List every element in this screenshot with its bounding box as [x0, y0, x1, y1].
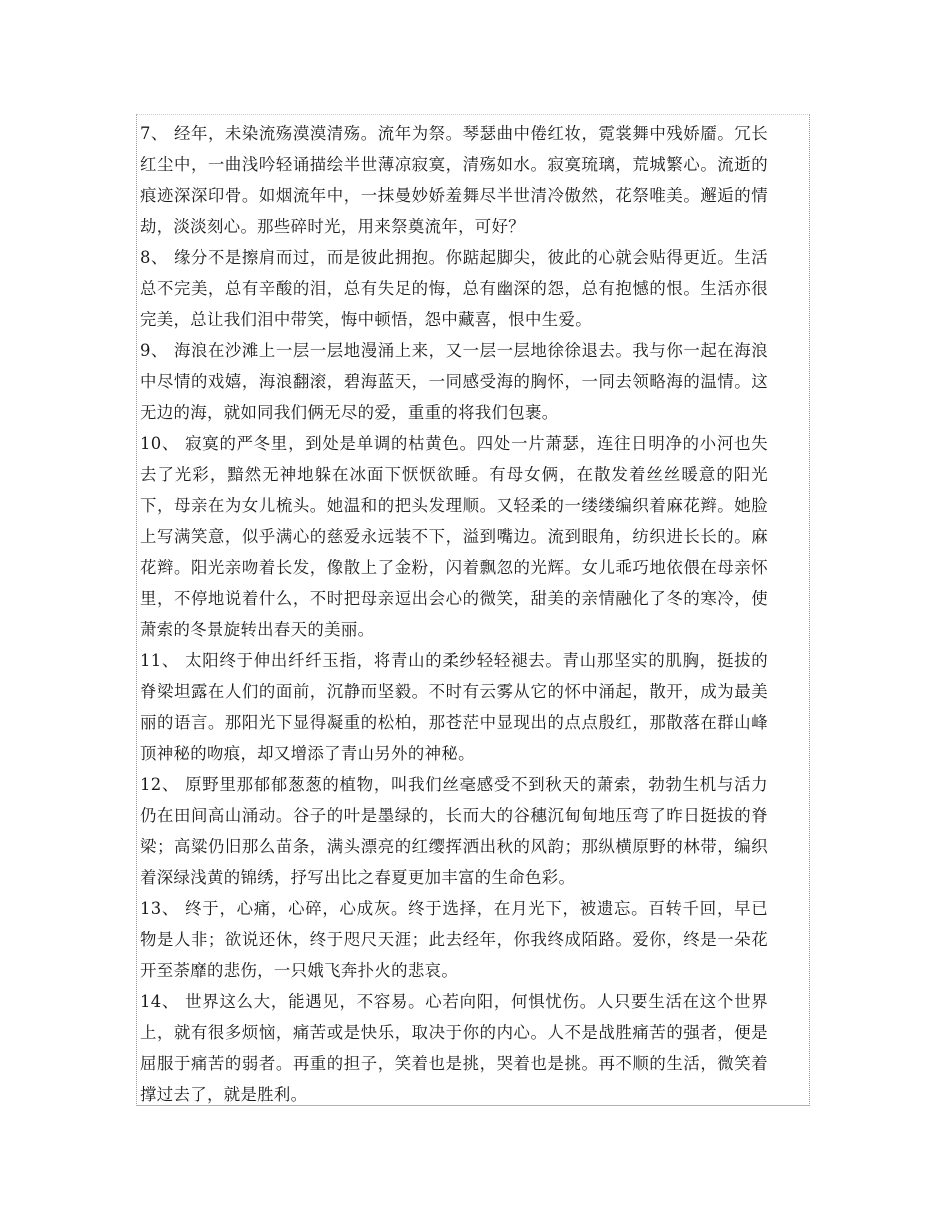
- paragraph-text: 缘分不是擦肩而过，而是彼此拥抱。你踮起脚尖，彼此的心就会贴得更近。生活总不完美，总有辛酸的泪，总有失足的悔，总有幽深的怨，总有抱憾的恨。生活亦很完美，总让我们泪中带笑，悔中顿悟，怨中藏喜，恨中生爱。: [140, 248, 768, 329]
- paragraph-text: 海浪在沙滩上一层一层地漫涌上来，又一层一层地徐徐退去。我与你一起在海浪中尽情的戏嬉，海浪翻滚，碧海蓝天，一同感受海的胸怀，一同去领略海的温情。这无边的海，就如同我们俩无尽的爱，重重的将我们包裹。: [140, 341, 768, 422]
- paragraph-number: 14、: [140, 992, 180, 1011]
- paragraph-11: [140, 645, 768, 769]
- paragraph-number: 8、: [140, 248, 168, 267]
- paragraph-9: [140, 335, 768, 428]
- paragraph-10: [140, 428, 768, 645]
- paragraph-text: 经年，未染流殇漠漠清殇。流年为祭。琴瑟曲中倦红妆，霓裳舞中残娇靥。冗长红尘中，一曲浅吟轻诵描绘半世薄凉寂寞，清殇如水。寂寞琉璃，荒城繁心。流逝的痕迹深深印骨。如烟流年中，一抹曼妙娇羞舞尽半世清冷傲然，花祭唯美。邂逅的情劫，淡淡刻心。那些碎时光，用来祭奠流年，可好？: [140, 124, 768, 236]
- paragraph-text: 原野里那郁郁葱葱的植物，叫我们丝毫感受不到秋天的萧索，勃勃生机与活力仍在田间高山涌动。谷子的叶是墨绿的，长而大的谷穗沉甸甸地压弯了昨日挺拔的脊梁；高粱仍旧那么苗条，满头漂亮的红缨挥洒出秋的风韵；那纵横原野的林带，编织着深绿浅黄的锦绣，抒写出比之春夏更加丰富的生命色彩。: [140, 775, 768, 887]
- paragraph-number: 11、: [140, 651, 180, 670]
- paragraph-text: 太阳终于伸出纤纤玉指，将青山的柔纱轻轻褪去。青山那坚实的肌胸，挺拔的脊梁坦露在人们的面前，沉静而坚毅。不时有云雾从它的怀中涌起，散开，成为最美丽的语言。那阳光下显得凝重的松柏，那苍茫中显现出的点点殷红，那散落在群山峰顶神秘的吻痕，却又增添了青山另外的神秘。: [140, 651, 768, 763]
- paragraph-text: 终于，心痛，心碎，心成灰。终于选择，在月光下，被遗忘。百转千回，早已物是人非；欲说还休，终于咫尺天涯；此去经年，你我终成陌路。爱你，终是一朵花开至荼靡的悲伤，一只娥飞奔扑火的悲哀。: [140, 899, 768, 980]
- paragraph-12: [140, 769, 768, 893]
- paragraph-number: 13、: [140, 899, 180, 918]
- paragraph-8: [140, 242, 768, 335]
- paragraph-number: 9、: [140, 341, 168, 360]
- paragraph-13: [140, 893, 768, 986]
- paragraph-7: [140, 118, 768, 242]
- paragraph-text: 世界这么大，能遇见，不容易。心若向阳，何惧忧伤。人只要生活在这个世界上，就有很多烦恼，痛苦或是快乐，取决于你的内心。人不是战胜痛苦的强者，便是屈服于痛苦的弱者。再重的担子，笑着也是挑，哭着也是挑。再不顺的生活，微笑着撑过去了，就是胜利。: [140, 992, 768, 1104]
- paragraph-number: 10、: [140, 434, 180, 453]
- paragraph-text: 寂寞的严冬里，到处是单调的枯黄色。四处一片萧瑟，连往日明净的小河也失去了光彩，黯然无神地躲在冰面下恹恹欲睡。有母女俩，在散发着丝丝暖意的阳光下，母亲在为女儿梳头。她温和的把头发理顺。又轻柔的一缕缕编织着麻花辫。她脸上写满笑意，似乎满心的慈爱永远装不下，溢到嘴边。流到眼角，纺织进长长的。麻花辫。阳光亲吻着长发，像散上了金粉，闪着飘忽的光辉。女儿乖巧地依偎在母亲怀里，不停地说着什么，不时把母亲逗出会心的微笑，甜美的亲情融化了冬的寒冷，使萧索的冬景旋转出春天的美丽。: [140, 434, 768, 639]
- paragraph-14: [140, 986, 768, 1110]
- document-body: [140, 118, 768, 1110]
- paragraph-number: 7、: [140, 124, 168, 143]
- paragraph-number: 12、: [140, 775, 180, 794]
